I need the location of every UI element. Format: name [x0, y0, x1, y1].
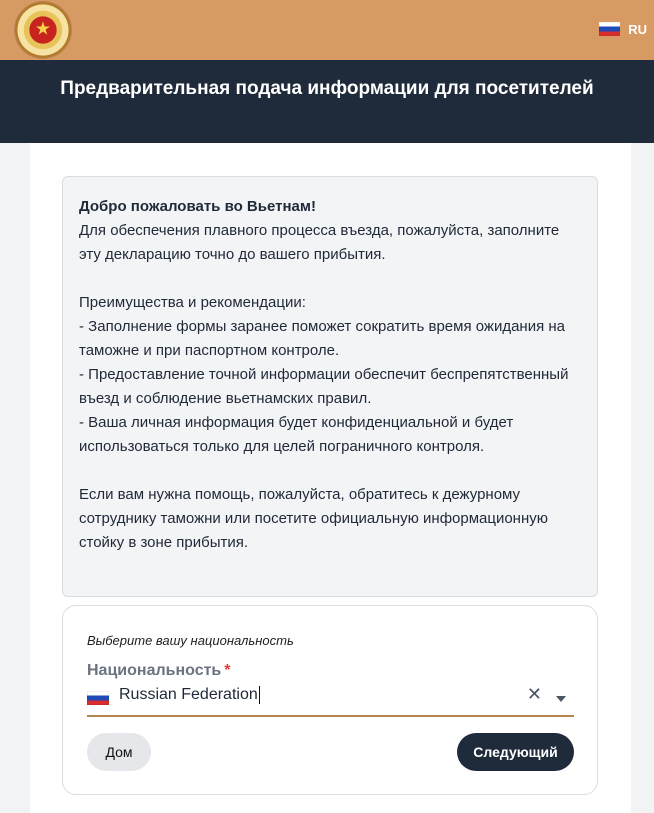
flag-ru-icon	[599, 22, 620, 36]
home-button[interactable]: Дом	[87, 733, 151, 771]
next-button[interactable]: Следующий	[457, 733, 574, 771]
benefit-item: - Предоставление точной информации обеспечит беспрепятственный въезд и соблюдение вьетнамских правил.	[79, 366, 569, 407]
immigration-logo-icon[interactable]	[15, 2, 71, 58]
intro-heading: Добро пожаловать во Вьетнам!	[79, 198, 316, 215]
benefits-title: Преимущества и рекомендации:	[79, 294, 306, 311]
page-header	[0, 60, 654, 143]
benefit-item: - Заполнение формы заранее поможет сократить время ожидания на таможне и при паспортном контроле.	[79, 318, 565, 359]
spacer	[79, 267, 581, 291]
nationality-form	[62, 605, 598, 795]
top-bar	[0, 0, 654, 60]
page-title: Предварительная подача информации для посетителей	[60, 78, 594, 99]
nationality-select[interactable]	[87, 678, 574, 717]
language-code: RU	[628, 21, 647, 37]
benefit-item: - Ваша личная информация будет конфиденциальной и будет использоваться только для целей пограничного контроля.	[79, 414, 514, 455]
language-selector[interactable]	[599, 20, 647, 38]
form-hint: Выберите вашу национальность	[87, 633, 294, 648]
logo-star-icon: ★	[34, 18, 52, 40]
nationality-label-text: Национальность	[87, 662, 222, 679]
intro-panel	[62, 176, 598, 597]
close-icon[interactable]: ✕	[526, 684, 542, 704]
required-mark: *	[224, 662, 231, 679]
intro-lead: Для обеспечения плавного процесса въезда, пожалуйста, заполните эту декларацию точно до вашего прибытия.	[79, 222, 560, 263]
caret-down-icon[interactable]	[556, 696, 566, 702]
help-text: Если вам нужна помощь, пожалуйста, обратитесь к дежурному сотруднику таможни или посетите официальную информационную стойку в зоне прибытия.	[79, 486, 548, 551]
nationality-value[interactable]: Russian Federation	[119, 686, 258, 703]
spacer	[79, 459, 581, 483]
flag-ru-icon	[87, 691, 109, 705]
